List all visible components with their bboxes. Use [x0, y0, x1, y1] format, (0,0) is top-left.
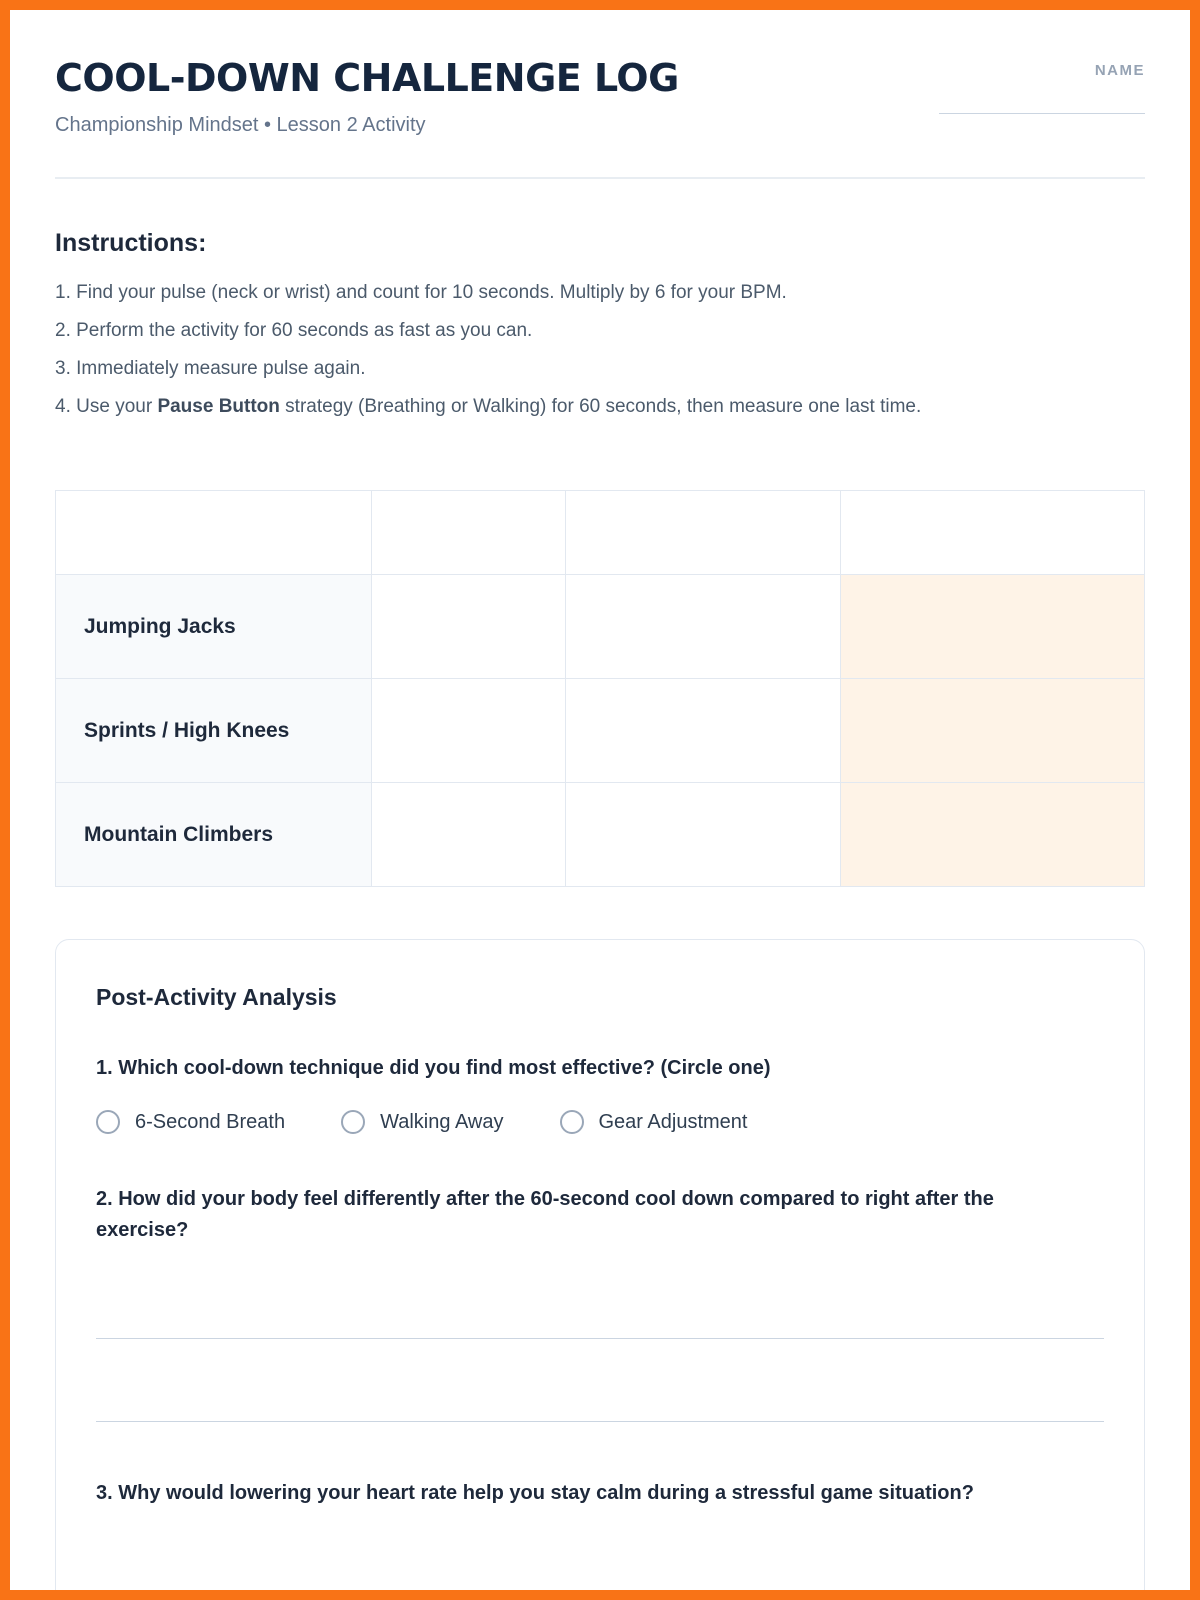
answer-write-line[interactable]	[96, 1338, 1104, 1339]
radio-circle-icon[interactable]	[341, 1110, 365, 1134]
page-subtitle: Championship Mindset • Lesson 2 Activity	[55, 114, 426, 136]
header	[55, 56, 1145, 137]
name-label: NAME	[1094, 62, 1145, 79]
post-activity-analysis-card	[55, 939, 1145, 1600]
radio-circle-icon[interactable]	[560, 1110, 584, 1134]
answer-write-line[interactable]	[96, 1421, 1104, 1422]
table-input-cell[interactable]	[565, 679, 841, 783]
option-label: 6-Second Breath	[135, 1110, 286, 1133]
activity-label-cell: Mountain Climbers	[56, 783, 372, 887]
table-row	[56, 679, 1145, 783]
instruction-step-4: 4. Use your Pause Button strategy (Breathing or Walking) for 60 seconds, then measure one last time.	[55, 396, 922, 417]
option-label: Gear Adjustment	[598, 1110, 748, 1133]
instructions-list	[55, 274, 1145, 426]
pause-button-term: Pause Button	[157, 396, 280, 417]
activity-label-cell: Jumping Jacks	[56, 575, 372, 679]
table-header-cell	[371, 491, 565, 575]
table-input-cell[interactable]	[371, 679, 565, 783]
radio-circle-icon[interactable]	[96, 1110, 120, 1134]
option-label: Walking Away	[380, 1110, 504, 1133]
table-header-cell	[56, 491, 372, 575]
instruction-step-2: 2. Perform the activity for 60 seconds as fast as you can.	[55, 320, 533, 341]
instruction-step-3: 3. Immediately measure pulse again.	[55, 358, 366, 379]
table-header-row	[56, 491, 1145, 575]
table-input-cell[interactable]	[371, 575, 565, 679]
header-divider	[55, 177, 1145, 179]
table-row	[56, 783, 1145, 887]
instructions-heading: Instructions:	[55, 229, 207, 257]
table-input-cell[interactable]	[565, 783, 841, 887]
name-block	[939, 56, 1145, 114]
table-highlight-cell[interactable]	[841, 783, 1145, 887]
analysis-heading: Post-Activity Analysis	[96, 984, 337, 1010]
table-highlight-cell[interactable]	[841, 679, 1145, 783]
table-header-cell	[565, 491, 841, 575]
instruction-step-1: 1. Find your pulse (neck or wrist) and count for 10 seconds. Multiply by 6 for your BPM.	[55, 282, 787, 303]
option-6-second-breath[interactable]	[96, 1110, 285, 1134]
page-title: COOL-DOWN CHALLENGE LOG	[55, 56, 679, 100]
table-highlight-cell[interactable]	[841, 575, 1145, 679]
challenge-log-table	[55, 490, 1145, 887]
table-input-cell[interactable]	[371, 783, 565, 887]
option-walking-away[interactable]	[341, 1110, 503, 1134]
table-header-cell	[841, 491, 1145, 575]
question-2: 2. How did your body feel differently after the 60-second cool down compared to right after the exercise?	[96, 1188, 994, 1241]
option-gear-adjustment[interactable]	[560, 1110, 748, 1134]
question-1: 1. Which cool-down technique did you find most effective? (Circle one)	[96, 1057, 771, 1079]
title-block	[55, 56, 679, 137]
table-input-cell[interactable]	[565, 575, 841, 679]
table-row	[56, 575, 1145, 679]
name-write-line[interactable]	[939, 113, 1145, 114]
question-3: 3. Why would lowering your heart rate help you stay calm during a stressful game situation?	[96, 1482, 974, 1504]
technique-options-row	[96, 1110, 1104, 1134]
activity-label-cell: Sprints / High Knees	[56, 679, 372, 783]
